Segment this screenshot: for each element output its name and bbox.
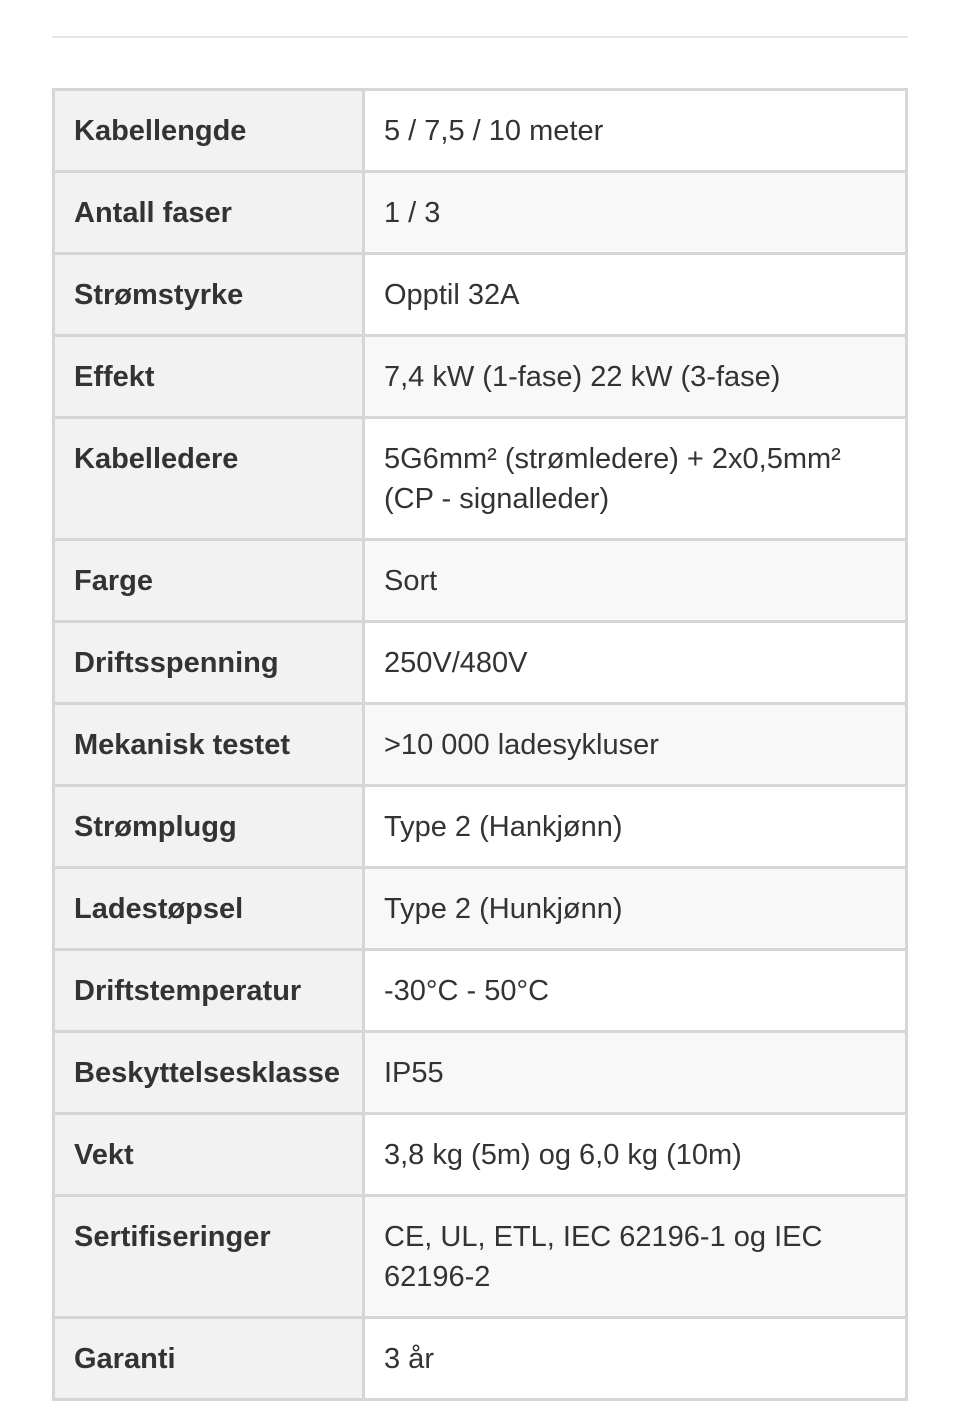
spec-label: Garanti: [54, 1318, 364, 1400]
table-row: [54, 786, 907, 868]
table-row: [54, 1032, 907, 1114]
spec-value: Type 2 (Hankjønn): [364, 786, 907, 868]
spec-label: Vekt: [54, 1114, 364, 1196]
spec-label: Beskyttelsesklasse: [54, 1032, 364, 1114]
table-row: [54, 540, 907, 622]
table-row: [54, 336, 907, 418]
spec-value: -30°C - 50°C: [364, 950, 907, 1032]
table-row: [54, 1196, 907, 1318]
table-row: [54, 172, 907, 254]
spec-value: 5 / 7,5 / 10 meter: [364, 90, 907, 172]
spec-label: Ladestøpsel: [54, 868, 364, 950]
spec-value: Type 2 (Hunkjønn): [364, 868, 907, 950]
table-row: [54, 254, 907, 336]
table-row: [54, 1318, 907, 1400]
spec-label: Kabellengde: [54, 90, 364, 172]
spec-label: Antall faser: [54, 172, 364, 254]
table-row: [54, 704, 907, 786]
spec-label: Kabelledere: [54, 418, 364, 540]
spec-value: 3 år: [364, 1318, 907, 1400]
spec-value: 7,4 kW (1-fase) 22 kW (3-fase): [364, 336, 907, 418]
top-divider: [52, 36, 908, 38]
table-row: [54, 868, 907, 950]
spec-label: Driftsspenning: [54, 622, 364, 704]
table-row: [54, 1114, 907, 1196]
spec-value: 250V/480V: [364, 622, 907, 704]
table-row: [54, 418, 907, 540]
spec-label: Sertifiseringer: [54, 1196, 364, 1318]
spec-value: IP55: [364, 1032, 907, 1114]
spec-label: Driftstemperatur: [54, 950, 364, 1032]
table-row: [54, 90, 907, 172]
spec-value: 5G6mm² (strømledere) + 2x0,5mm² (CP - signalleder): [364, 418, 907, 540]
spec-label: Effekt: [54, 336, 364, 418]
spec-value: CE, UL, ETL, IEC 62196-1 og IEC 62196-2: [364, 1196, 907, 1318]
spec-value: >10 000 ladesykluser: [364, 704, 907, 786]
spec-label: Strømstyrke: [54, 254, 364, 336]
spec-label: Farge: [54, 540, 364, 622]
table-row: [54, 622, 907, 704]
spec-value: 3,8 kg (5m) og 6,0 kg (10m): [364, 1114, 907, 1196]
spec-label: Strømplugg: [54, 786, 364, 868]
spec-value: 1 / 3: [364, 172, 907, 254]
spec-value: Opptil 32A: [364, 254, 907, 336]
spec-table: [52, 88, 908, 1401]
spec-label: Mekanisk testet: [54, 704, 364, 786]
table-row: [54, 950, 907, 1032]
spec-value: Sort: [364, 540, 907, 622]
